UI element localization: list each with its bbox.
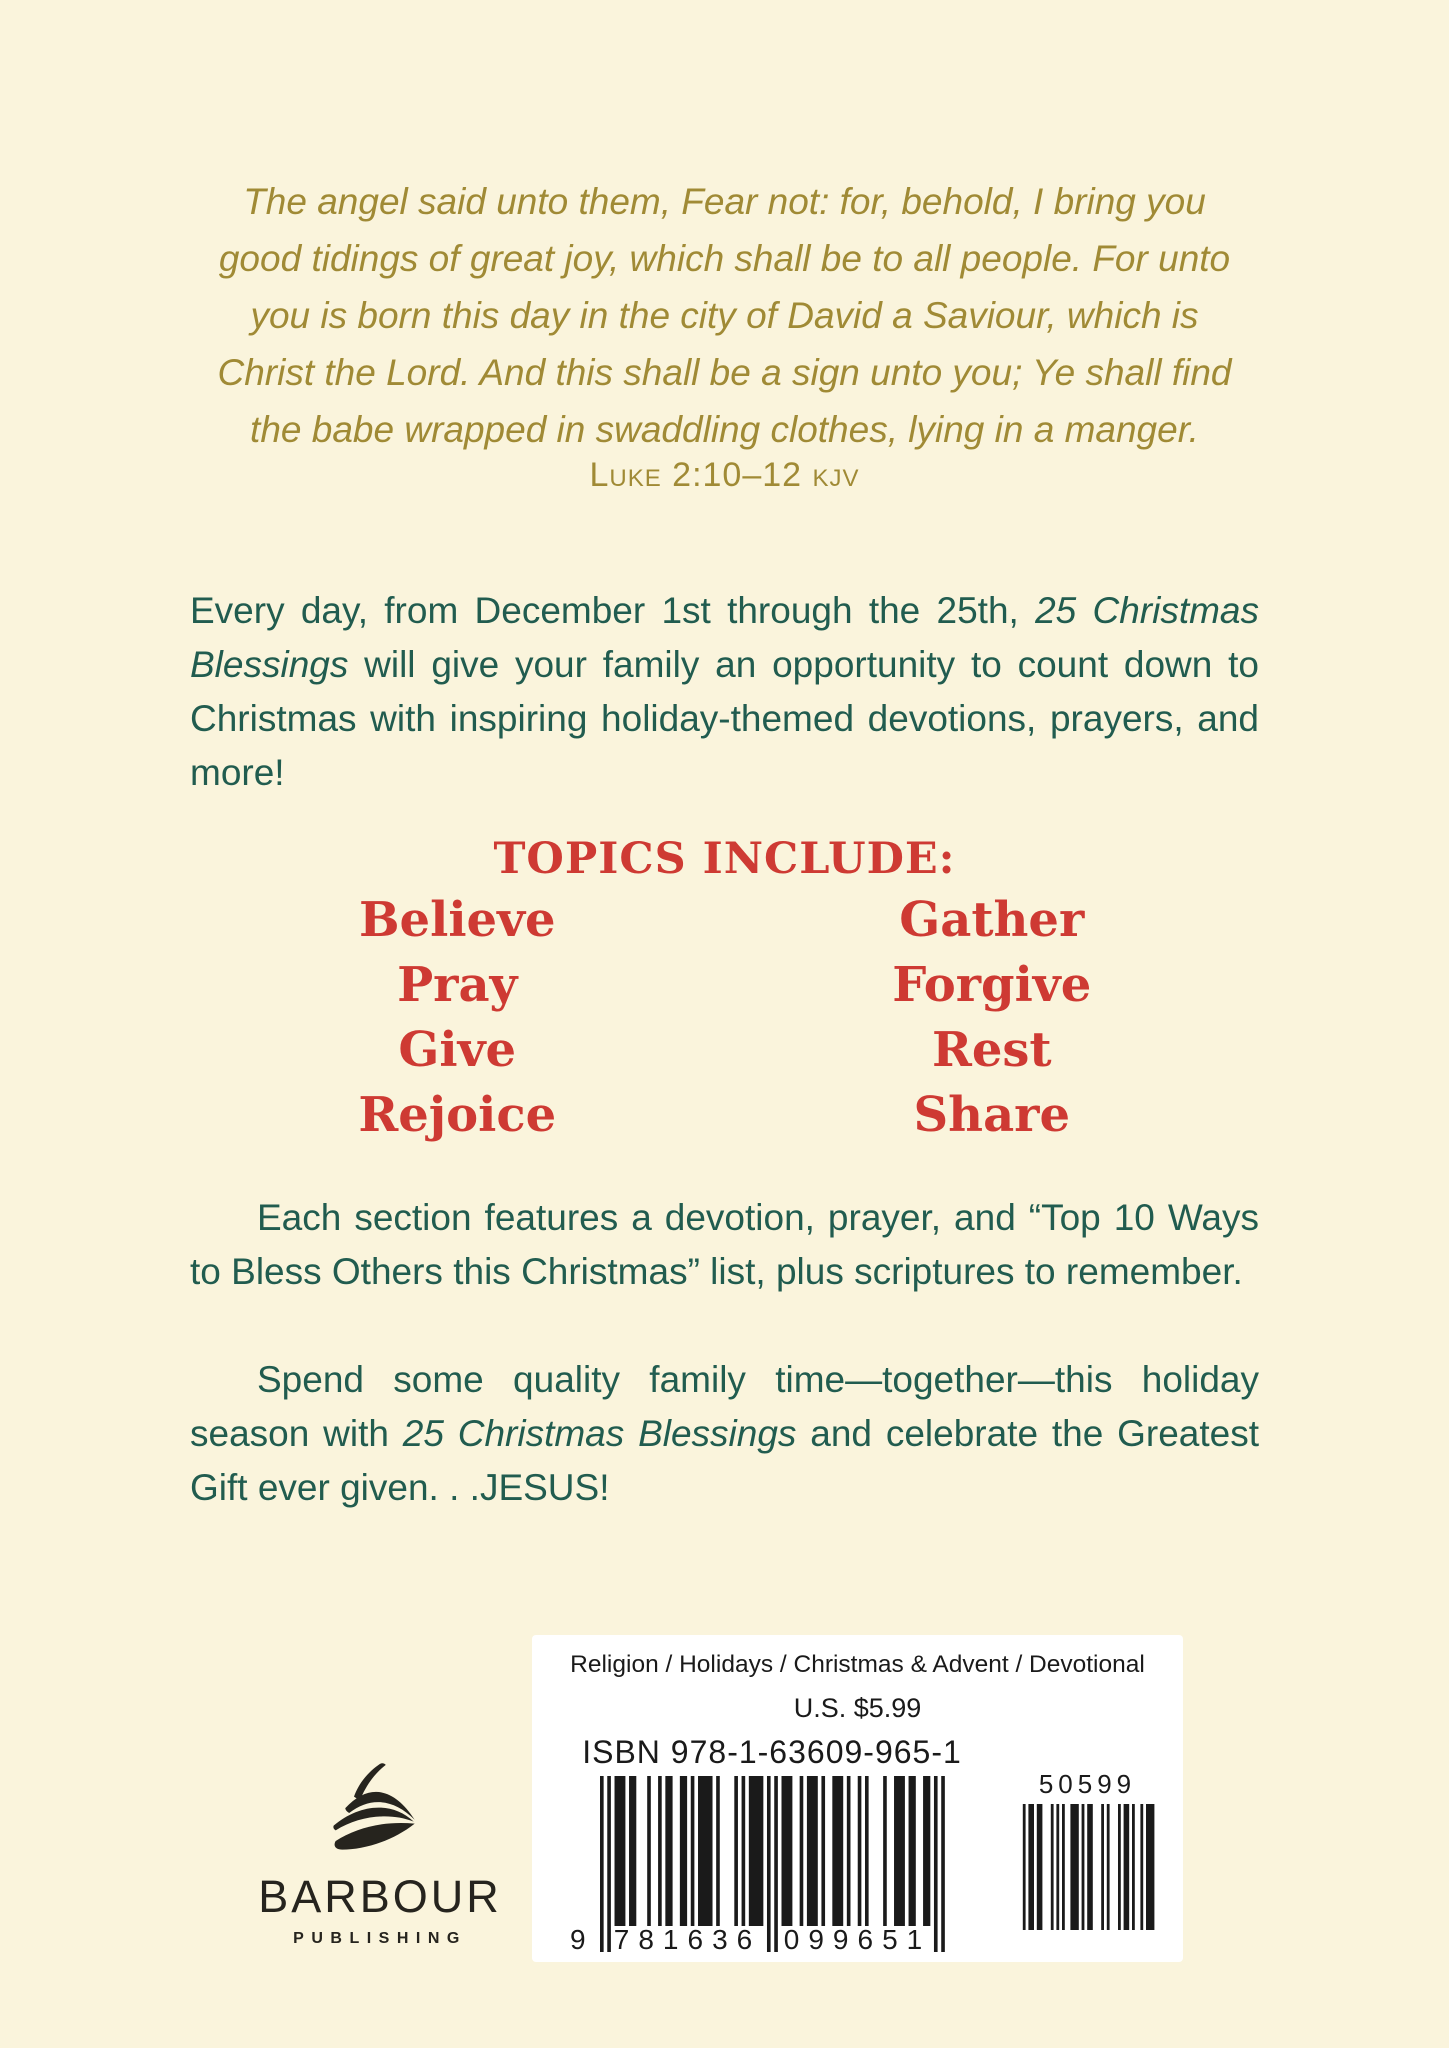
topic-item: Share	[913, 1087, 1070, 1143]
isbn-label: ISBN 978-1-63609-965-1	[582, 1734, 962, 1770]
barcode-digit-group: 099651	[783, 1924, 932, 1955]
price: U.S. $5.99	[793, 1693, 922, 1723]
topic-item: Pray	[397, 957, 518, 1013]
attribution-version: kjv	[812, 456, 860, 494]
topic-item: Gather	[899, 892, 1085, 948]
ean5-bars	[1020, 1804, 1155, 1930]
intro-paragraph: Every day, from December 1st through the 25th, 25 Christmas Blessings will give your family an opportunity to count down to Christmas with inspiring holiday-themed devotions, prayers, and more!	[190, 590, 1259, 793]
topics-column-right	[725, 888, 1260, 1148]
topic-item: Believe	[358, 892, 556, 948]
scripture-attribution	[0, 456, 1449, 495]
retail-info-box	[532, 1635, 1183, 1962]
publisher-subtitle: PUBLISHING	[293, 1930, 467, 1947]
topics-column-left	[190, 888, 725, 1148]
topic-item: Rejoice	[358, 1087, 557, 1143]
category-line: Religion / Holidays / Christmas & Advent / Devotional	[570, 1651, 1145, 1678]
fanned-book-icon	[248, 1760, 512, 1871]
scripture-line: The angel said unto them, Fear not: for, behold, I bring you	[243, 181, 1206, 222]
scripture-quote	[120, 173, 1329, 458]
topics-heading: TOPICS INCLUDE:	[493, 834, 956, 884]
ean13-barcode	[570, 1776, 945, 1960]
supplemental-barcode	[1020, 1769, 1155, 1930]
attribution-book: Luke	[589, 456, 662, 494]
body-paragraph: Each section features a devotion, prayer, and “Top 10 Ways to Bless Others this Christmas” list, plus scriptures to remember.	[190, 1197, 1259, 1292]
barcode-digit-group: 781636	[613, 1924, 762, 1955]
scripture-line: good tidings of great joy, which shall be to all people. For unto	[218, 238, 1231, 279]
topic-item: Forgive	[892, 957, 1092, 1013]
attribution-reference: 2:10–12	[672, 456, 803, 494]
scripture-line: Christ the Lord. And this shall be a sign unto you; Ye shall find	[217, 352, 1232, 393]
topic-item: Rest	[931, 1022, 1052, 1078]
supplement-digits: 50599	[1038, 1769, 1137, 1799]
barcode-lead-digit: 9	[570, 1924, 586, 1955]
topic-item: Give	[398, 1022, 517, 1078]
publisher-logo	[248, 1760, 512, 1948]
scripture-line: you is born this day in the city of David a Saviour, which is	[250, 295, 1199, 336]
body-paragraph: Spend some quality family time—together—this holiday season with 25 Christmas Blessings and celebrate the Greatest Gift ever given. . .JESUS!	[190, 1359, 1259, 1508]
publisher-name: BARBOUR	[258, 1871, 502, 1922]
topics-list	[190, 888, 1259, 1148]
scripture-line: the babe wrapped in swaddling clothes, lying in a manger.	[250, 409, 1199, 450]
